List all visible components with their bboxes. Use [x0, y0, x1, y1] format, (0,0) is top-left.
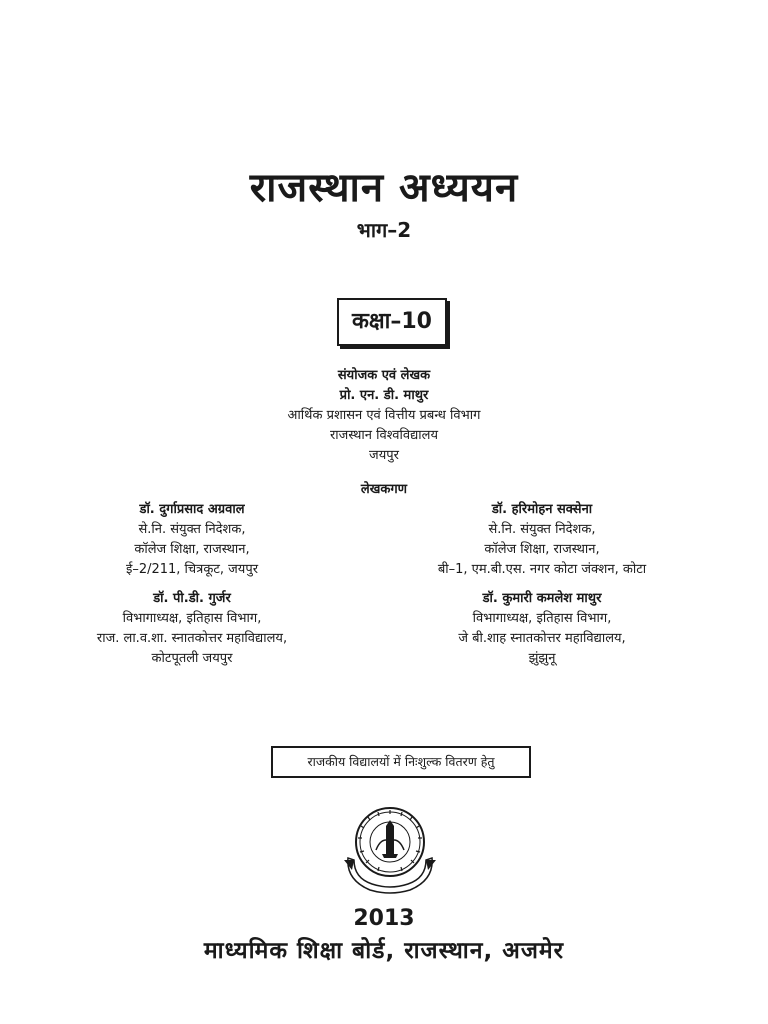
coordinator-role: संयोजक एवं लेखक: [337, 368, 431, 383]
class-label-box: कक्षा–10: [337, 298, 447, 346]
author-detail: झुंझुनू: [528, 651, 556, 666]
free-distribution-notice: राजकीय विद्यालयों में निःशुल्क वितरण हेतु: [271, 746, 531, 778]
publication-year: 2013: [353, 906, 415, 931]
book-part: भाग–2: [356, 218, 412, 242]
author-card: [42, 500, 342, 580]
author-detail: जे बी.शाह स्नातकोत्तर महाविद्यालय,: [458, 631, 626, 646]
author-card: [42, 589, 342, 669]
author-detail: से.नि. संयुक्त निदेशक,: [138, 522, 246, 537]
publisher-name: माध्यमिक शिक्षा बोर्ड, राजस्थान, अजमेर: [203, 938, 565, 964]
coordinator-university: राजस्थान विश्वविद्यालय: [329, 428, 438, 443]
author-detail: कॉलेज शिक्षा, राजस्थान,: [484, 542, 600, 557]
author-detail: विभागाध्यक्ष, इतिहास विभाग,: [472, 611, 612, 626]
board-emblem-icon: [340, 800, 440, 898]
authors-heading: लेखकगण: [360, 482, 408, 497]
author-name: डॉ. दुर्गाप्रसाद अग्रवाल: [139, 502, 245, 517]
author-detail: राज. ला.व.शा. स्नातकोत्तर महाविद्यालय,: [96, 631, 288, 646]
author-card: [392, 589, 692, 669]
author-detail: ई–2/211, चित्रकूट, जयपुर: [125, 562, 259, 577]
coordinator-dept: आर्थिक प्रशासन एवं वित्तीय प्रबन्ध विभाग: [287, 408, 481, 423]
author-name: डॉ. हरिमोहन सक्सेना: [491, 502, 593, 517]
author-detail: से.नि. संयुक्त निदेशक,: [488, 522, 596, 537]
author-detail: बी–1, एम.बी.एस. नगर कोटा जंक्शन, कोटा: [437, 562, 647, 577]
coordinator-city: जयपुर: [369, 448, 399, 463]
author-detail: कॉलेज शिक्षा, राजस्थान,: [134, 542, 250, 557]
author-detail: विभागाध्यक्ष, इतिहास विभाग,: [122, 611, 262, 626]
coordinator-name: प्रो. एन. डी. माथुर: [339, 388, 429, 403]
author-detail: कोटपूतली जयपुर: [151, 651, 233, 666]
author-card: [392, 500, 692, 580]
book-title: राजस्थान अध्ययन: [249, 165, 519, 211]
author-name: डॉ. पी.डी. गुर्जर: [153, 591, 231, 606]
author-name: डॉ. कुमारी कमलेश माथुर: [482, 591, 602, 606]
